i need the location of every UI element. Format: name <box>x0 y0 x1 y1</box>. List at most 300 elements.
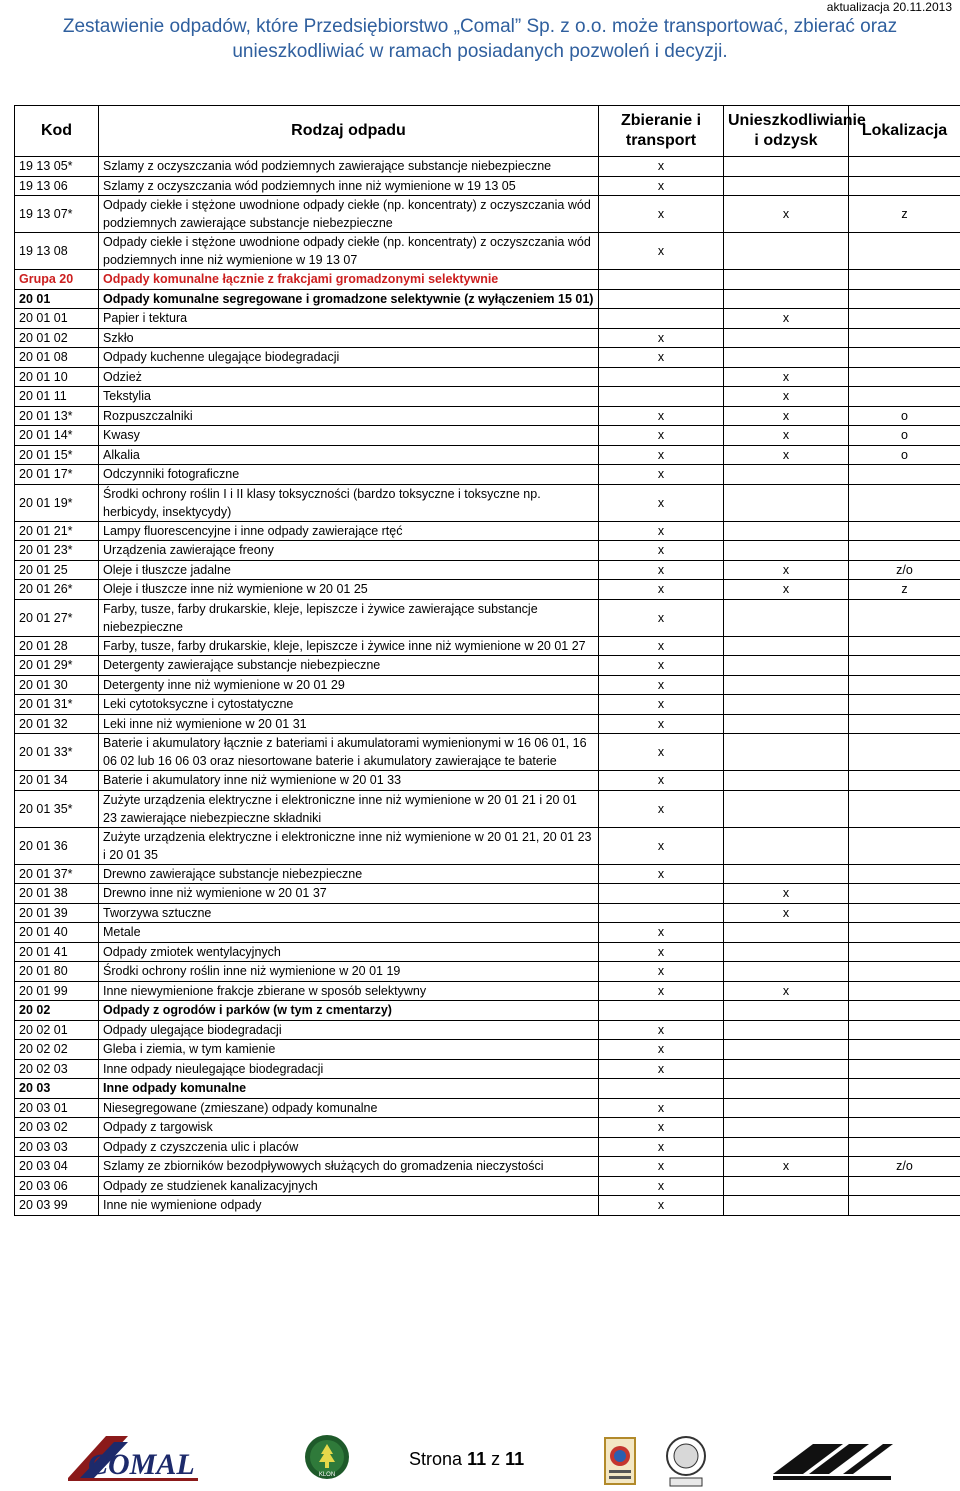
cell-lokalizacja <box>849 903 960 923</box>
cell-lokalizacja <box>849 1020 960 1040</box>
cell-rodzaj: Zużyte urządzenia elektryczne i elektroniczne inne niż wymienione w 20 01 21, 20 01 23 i 20 01 35 <box>99 827 599 864</box>
cell-kod: 20 01 29* <box>15 656 99 676</box>
cell-kod: 20 01 27* <box>15 599 99 636</box>
cell-kod: 20 01 26* <box>15 580 99 600</box>
cell-zbieranie <box>599 289 724 309</box>
table-row <box>15 1196 960 1216</box>
cell-zbieranie: x <box>599 864 724 884</box>
cell-unieszkodliwianie: x <box>724 560 849 580</box>
cell-rodzaj: Odpady ciekłe i stężone uwodnione odpady ciekłe (np. koncentraty) z oczyszczania wód podziemnych inne niż wymienione w 19 13 07 <box>99 233 599 270</box>
cell-rodzaj: Detergenty inne niż wymienione w 20 01 29 <box>99 675 599 695</box>
cell-lokalizacja <box>849 675 960 695</box>
cell-kod: 20 02 02 <box>15 1040 99 1060</box>
cell-lokalizacja <box>849 309 960 329</box>
cell-unieszkodliwianie <box>724 541 849 561</box>
cell-rodzaj: Odpady z czyszczenia ulic i placów <box>99 1137 599 1157</box>
cell-unieszkodliwianie <box>724 771 849 791</box>
cell-zbieranie: x <box>599 1157 724 1177</box>
cell-lokalizacja <box>849 827 960 864</box>
cell-rodzaj: Inne odpady nieulegające biodegradacji <box>99 1059 599 1079</box>
certificate-badge-1 <box>603 1436 637 1486</box>
cell-zbieranie <box>599 387 724 407</box>
certificate-badge-2 <box>664 1434 708 1488</box>
cell-unieszkodliwianie <box>724 289 849 309</box>
table-row <box>15 864 960 884</box>
cell-lokalizacja: z/o <box>849 1157 960 1177</box>
cell-unieszkodliwianie: x <box>724 406 849 426</box>
cell-lokalizacja <box>849 864 960 884</box>
cell-unieszkodliwianie <box>724 1059 849 1079</box>
table-row <box>15 695 960 715</box>
cell-zbieranie: x <box>599 521 724 541</box>
cell-rodzaj: Szlamy z oczyszczania wód podziemnych inne niż wymienione w 19 13 05 <box>99 176 599 196</box>
cell-unieszkodliwianie <box>724 734 849 771</box>
table-row <box>15 636 960 656</box>
cell-kod: 20 01 34 <box>15 771 99 791</box>
cell-unieszkodliwianie <box>724 484 849 521</box>
cell-zbieranie: x <box>599 484 724 521</box>
cell-kod: 20 01 21* <box>15 521 99 541</box>
cell-rodzaj: Detergenty zawierające substancje niebezpieczne <box>99 656 599 676</box>
cell-rodzaj: Urządzenia zawierające freony <box>99 541 599 561</box>
klon-logo <box>303 1432 351 1482</box>
cell-rodzaj: Odpady komunalne łącznie z frakcjami gromadzonymi selektywnie <box>99 270 599 290</box>
cell-zbieranie: x <box>599 1059 724 1079</box>
cell-rodzaj: Leki inne niż wymienione w 20 01 31 <box>99 714 599 734</box>
cell-kod: 19 13 05* <box>15 157 99 177</box>
cell-zbieranie <box>599 367 724 387</box>
cell-kod: 20 01 40 <box>15 923 99 943</box>
table-row <box>15 1176 960 1196</box>
cell-kod: 20 01 30 <box>15 675 99 695</box>
cell-zbieranie: x <box>599 580 724 600</box>
cell-kod: 20 03 99 <box>15 1196 99 1216</box>
cell-unieszkodliwianie: x <box>724 981 849 1001</box>
cell-kod: 20 01 36 <box>15 827 99 864</box>
cell-rodzaj: Niesegregowane (zmieszane) odpady komunalne <box>99 1098 599 1118</box>
table-row <box>15 348 960 368</box>
table-row <box>15 176 960 196</box>
cell-zbieranie: x <box>599 426 724 446</box>
cell-rodzaj: Alkalia <box>99 445 599 465</box>
cell-rodzaj: Baterie i akumulatory łącznie z bateriami i akumulatorami wymienionymi w 16 06 01, 16 06 02 lub 16 06 03 oraz niesortowane baterie i akumulatory zawierające te baterie <box>99 734 599 771</box>
cell-rodzaj: Środki ochrony roślin I i II klasy toksyczności (bardzo toksyczne i toksyczne np. herbicydy, insektycydy) <box>99 484 599 521</box>
cell-unieszkodliwianie <box>724 1020 849 1040</box>
cell-rodzaj: Odpady z ogrodów i parków (w tym z cmentarzy) <box>99 1001 599 1021</box>
cell-unieszkodliwianie <box>724 675 849 695</box>
cell-rodzaj: Farby, tusze, farby drukarskie, kleje, lepiszcze i żywice zawierające substancje niebezpieczne <box>99 599 599 636</box>
cell-lokalizacja <box>849 981 960 1001</box>
cell-kod: 20 01 80 <box>15 962 99 982</box>
cell-rodzaj: Szkło <box>99 328 599 348</box>
cell-kod: 20 01 35* <box>15 790 99 827</box>
cell-kod: 20 01 15* <box>15 445 99 465</box>
table-body <box>15 157 960 1216</box>
cell-zbieranie: x <box>599 1020 724 1040</box>
cell-unieszkodliwianie <box>724 1176 849 1196</box>
table-row <box>15 445 960 465</box>
cell-lokalizacja <box>849 790 960 827</box>
cell-rodzaj: Zużyte urządzenia elektryczne i elektroniczne inne niż wymienione w 20 01 21 i 20 01 23 zawierające niebezpieczne składniki <box>99 790 599 827</box>
cell-unieszkodliwianie <box>724 270 849 290</box>
table-row <box>15 541 960 561</box>
cell-unieszkodliwianie <box>724 1001 849 1021</box>
cell-kod: 20 01 10 <box>15 367 99 387</box>
cell-lokalizacja <box>849 521 960 541</box>
cell-zbieranie <box>599 309 724 329</box>
cell-unieszkodliwianie <box>724 599 849 636</box>
cell-kod: 20 01 32 <box>15 714 99 734</box>
cell-lokalizacja <box>849 1118 960 1138</box>
cell-rodzaj: Inne nie wymienione odpady <box>99 1196 599 1216</box>
cell-kod: 20 01 11 <box>15 387 99 407</box>
cell-zbieranie: x <box>599 445 724 465</box>
column-header-zbieranie: Zbieranie i transport <box>599 106 724 157</box>
cell-lokalizacja <box>849 1176 960 1196</box>
cell-kod: Grupa 20 <box>15 270 99 290</box>
klon-logo-text: KLON <box>318 1472 336 1478</box>
cell-zbieranie: x <box>599 1098 724 1118</box>
cell-unieszkodliwianie <box>724 348 849 368</box>
cell-zbieranie: x <box>599 541 724 561</box>
table-row <box>15 387 960 407</box>
cell-lokalizacja <box>849 289 960 309</box>
cell-zbieranie <box>599 884 724 904</box>
cell-rodzaj: Odpady ze studzienek kanalizacyjnych <box>99 1176 599 1196</box>
cell-kod: 20 01 23* <box>15 541 99 561</box>
cell-rodzaj: Środki ochrony roślin inne niż wymienione w 20 01 19 <box>99 962 599 982</box>
table-row <box>15 560 960 580</box>
cell-rodzaj: Odpady z targowisk <box>99 1118 599 1138</box>
table-row <box>15 289 960 309</box>
cell-rodzaj: Drewno zawierające substancje niebezpieczne <box>99 864 599 884</box>
cell-zbieranie: x <box>599 1176 724 1196</box>
table-row <box>15 1118 960 1138</box>
cell-rodzaj: Odpady komunalne segregowane i gromadzone selektywnie (z wyłączeniem 15 01) <box>99 289 599 309</box>
table-row <box>15 1098 960 1118</box>
table-row <box>15 521 960 541</box>
cell-lokalizacja <box>849 387 960 407</box>
cell-zbieranie: x <box>599 196 724 233</box>
cell-unieszkodliwianie <box>724 1137 849 1157</box>
cell-zbieranie: x <box>599 636 724 656</box>
table-row <box>15 675 960 695</box>
cell-kod: 20 03 06 <box>15 1176 99 1196</box>
cell-unieszkodliwianie <box>724 1040 849 1060</box>
column-header-lokalizacja: Lokalizacja <box>849 106 960 157</box>
cell-zbieranie: x <box>599 1040 724 1060</box>
table-row <box>15 771 960 791</box>
cell-zbieranie: x <box>599 560 724 580</box>
cell-zbieranie: x <box>599 465 724 485</box>
cell-rodzaj: Inne odpady komunalne <box>99 1079 599 1099</box>
page-prefix: Strona <box>409 1449 463 1469</box>
table-row <box>15 942 960 962</box>
cell-zbieranie: x <box>599 328 724 348</box>
cell-kod: 20 01 13* <box>15 406 99 426</box>
cell-rodzaj: Odpady zmiotek wentylacyjnych <box>99 942 599 962</box>
cell-rodzaj: Rozpuszczalniki <box>99 406 599 426</box>
table-row <box>15 367 960 387</box>
cell-kod: 20 01 25 <box>15 560 99 580</box>
table-row <box>15 465 960 485</box>
table-row <box>15 196 960 233</box>
table-row <box>15 157 960 177</box>
cell-lokalizacja <box>849 656 960 676</box>
column-header-unieszkodliwianie: Unieszkodliwianie i odzysk <box>724 106 849 157</box>
cell-zbieranie: x <box>599 790 724 827</box>
cell-unieszkodliwianie <box>724 521 849 541</box>
cell-lokalizacja <box>849 1098 960 1118</box>
cell-zbieranie: x <box>599 233 724 270</box>
comal-logo <box>68 1434 198 1482</box>
cell-kod: 20 02 <box>15 1001 99 1021</box>
page-footer <box>0 1420 960 1491</box>
cell-zbieranie: x <box>599 827 724 864</box>
table-row <box>15 580 960 600</box>
cell-rodzaj: Farby, tusze, farby drukarskie, kleje, lepiszcze i żywice inne niż wymienione w 20 01 27 <box>99 636 599 656</box>
cell-rodzaj: Papier i tektura <box>99 309 599 329</box>
cell-zbieranie: x <box>599 923 724 943</box>
cell-lokalizacja <box>849 962 960 982</box>
table-row <box>15 1157 960 1177</box>
column-header-kod: Kod <box>15 106 99 157</box>
cell-zbieranie: x <box>599 406 724 426</box>
cell-zbieranie: x <box>599 771 724 791</box>
table-row <box>15 734 960 771</box>
cell-unieszkodliwianie <box>724 827 849 864</box>
table-header-row <box>15 106 960 157</box>
cell-zbieranie: x <box>599 981 724 1001</box>
cell-lokalizacja <box>849 541 960 561</box>
cell-lokalizacja <box>849 367 960 387</box>
cell-zbieranie: x <box>599 734 724 771</box>
cell-unieszkodliwianie: x <box>724 387 849 407</box>
cell-unieszkodliwianie <box>724 962 849 982</box>
cell-rodzaj: Szlamy z oczyszczania wód podziemnych zawierające substancje niebezpieczne <box>99 157 599 177</box>
cell-unieszkodliwianie: x <box>724 367 849 387</box>
table-row <box>15 328 960 348</box>
partner-logo <box>773 1434 893 1484</box>
cell-lokalizacja <box>849 1040 960 1060</box>
table-row <box>15 1040 960 1060</box>
cell-kod: 20 03 <box>15 1079 99 1099</box>
cell-lokalizacja <box>849 1059 960 1079</box>
cell-zbieranie: x <box>599 942 724 962</box>
cell-lokalizacja <box>849 942 960 962</box>
cell-zbieranie: x <box>599 599 724 636</box>
cell-lokalizacja: z <box>849 196 960 233</box>
cell-lokalizacja: o <box>849 426 960 446</box>
cell-kod: 20 01 14* <box>15 426 99 446</box>
cell-unieszkodliwianie <box>724 790 849 827</box>
page-sep: z <box>491 1449 501 1469</box>
title-line-1: Zestawienie odpadów, które Przedsiębiorstwo „Comal” Sp. z o.o. może transportować, zbierać oraz <box>62 16 898 37</box>
cell-unieszkodliwianie: x <box>724 884 849 904</box>
cell-lokalizacja <box>849 771 960 791</box>
cell-unieszkodliwianie <box>724 714 849 734</box>
cell-kod: 19 13 07* <box>15 196 99 233</box>
cell-lokalizacja <box>849 923 960 943</box>
cell-lokalizacja <box>849 599 960 636</box>
table-row <box>15 309 960 329</box>
cell-unieszkodliwianie <box>724 157 849 177</box>
cell-lokalizacja <box>849 484 960 521</box>
cell-kod: 20 01 01 <box>15 309 99 329</box>
cell-lokalizacja <box>849 270 960 290</box>
comal-logo-text: COMAL <box>88 1448 195 1481</box>
cell-zbieranie: x <box>599 675 724 695</box>
cell-unieszkodliwianie <box>724 465 849 485</box>
cell-rodzaj: Metale <box>99 923 599 943</box>
cell-kod: 19 13 06 <box>15 176 99 196</box>
cell-zbieranie: x <box>599 1196 724 1216</box>
cell-kod: 20 02 03 <box>15 1059 99 1079</box>
title-line-2: unieszkodliwiać w ramach posiadanych pozwoleń i decyzji. <box>232 41 728 62</box>
cell-rodzaj: Tworzywa sztuczne <box>99 903 599 923</box>
table-row <box>15 270 960 290</box>
cell-unieszkodliwianie <box>724 923 849 943</box>
cell-zbieranie: x <box>599 157 724 177</box>
cell-kod: 20 01 39 <box>15 903 99 923</box>
table-row <box>15 233 960 270</box>
cell-unieszkodliwianie <box>724 233 849 270</box>
cell-rodzaj: Drewno inne niż wymienione w 20 01 37 <box>99 884 599 904</box>
cell-unieszkodliwianie <box>724 942 849 962</box>
table-row <box>15 884 960 904</box>
cell-unieszkodliwianie <box>724 1118 849 1138</box>
page-title <box>0 14 960 64</box>
cell-rodzaj: Odpady ciekłe i stężone uwodnione odpady ciekłe (np. koncentraty) z oczyszczania wód podziemnych zawierające substancje niebezpieczne <box>99 196 599 233</box>
table-row <box>15 656 960 676</box>
cell-kod: 20 01 <box>15 289 99 309</box>
cell-zbieranie <box>599 903 724 923</box>
cell-zbieranie: x <box>599 1137 724 1157</box>
cell-unieszkodliwianie <box>724 864 849 884</box>
cell-unieszkodliwianie: x <box>724 445 849 465</box>
cell-rodzaj: Odpady ulegające biodegradacji <box>99 1020 599 1040</box>
cell-rodzaj: Odzież <box>99 367 599 387</box>
cell-lokalizacja <box>849 884 960 904</box>
cell-lokalizacja <box>849 348 960 368</box>
table-row <box>15 903 960 923</box>
table-row <box>15 1059 960 1079</box>
cell-lokalizacja <box>849 328 960 348</box>
cell-rodzaj: Tekstylia <box>99 387 599 407</box>
cell-zbieranie: x <box>599 962 724 982</box>
cell-unieszkodliwianie <box>724 1196 849 1216</box>
cell-zbieranie: x <box>599 348 724 368</box>
cell-lokalizacja <box>849 176 960 196</box>
cell-lokalizacja <box>849 636 960 656</box>
cell-lokalizacja: o <box>849 406 960 426</box>
cell-zbieranie: x <box>599 656 724 676</box>
cell-rodzaj: Odczynniki fotograficzne <box>99 465 599 485</box>
cell-rodzaj: Gleba i ziemia, w tym kamienie <box>99 1040 599 1060</box>
table-row <box>15 923 960 943</box>
cell-kod: 20 01 41 <box>15 942 99 962</box>
cell-kod: 20 01 33* <box>15 734 99 771</box>
waste-table <box>14 105 960 1216</box>
cell-lokalizacja <box>849 1001 960 1021</box>
cell-lokalizacja <box>849 233 960 270</box>
page-current: 11 <box>467 1449 487 1469</box>
cell-unieszkodliwianie <box>724 636 849 656</box>
cell-unieszkodliwianie <box>724 328 849 348</box>
cell-lokalizacja: o <box>849 445 960 465</box>
cell-lokalizacja <box>849 1079 960 1099</box>
cell-rodzaj: Oleje i tłuszcze inne niż wymienione w 20 01 25 <box>99 580 599 600</box>
cell-zbieranie: x <box>599 714 724 734</box>
table-row <box>15 484 960 521</box>
cell-zbieranie <box>599 1001 724 1021</box>
cell-lokalizacja: z <box>849 580 960 600</box>
cell-kod: 20 01 31* <box>15 695 99 715</box>
cell-kod: 20 01 19* <box>15 484 99 521</box>
cell-rodzaj: Leki cytotoksyczne i cytostatyczne <box>99 695 599 715</box>
cell-kod: 20 01 02 <box>15 328 99 348</box>
cell-lokalizacja <box>849 465 960 485</box>
cell-unieszkodliwianie <box>724 656 849 676</box>
table-row <box>15 1020 960 1040</box>
table-row <box>15 1001 960 1021</box>
cell-lokalizacja <box>849 1137 960 1157</box>
update-date: aktualizacja 20.11.2013 <box>826 0 952 14</box>
cell-kod: 20 01 38 <box>15 884 99 904</box>
cell-zbieranie: x <box>599 695 724 715</box>
cell-kod: 20 01 37* <box>15 864 99 884</box>
cell-rodzaj: Inne niewymienione frakcje zbierane w sposób selektywny <box>99 981 599 1001</box>
cell-kod: 20 03 02 <box>15 1118 99 1138</box>
cell-unieszkodliwianie: x <box>724 196 849 233</box>
table-row <box>15 714 960 734</box>
table-row <box>15 1079 960 1099</box>
cell-zbieranie: x <box>599 176 724 196</box>
cell-rodzaj: Odpady kuchenne ulegające biodegradacji <box>99 348 599 368</box>
cell-zbieranie: x <box>599 1118 724 1138</box>
cell-kod: 20 02 01 <box>15 1020 99 1040</box>
page-total: 11 <box>505 1449 525 1469</box>
cell-unieszkodliwianie <box>724 1079 849 1099</box>
cell-kod: 20 01 17* <box>15 465 99 485</box>
cell-zbieranie <box>599 270 724 290</box>
page-indicator <box>409 1449 524 1470</box>
table-row <box>15 1137 960 1157</box>
table-row <box>15 827 960 864</box>
cell-kod: 20 01 28 <box>15 636 99 656</box>
table-row <box>15 790 960 827</box>
column-header-rodzaj: Rodzaj odpadu <box>99 106 599 157</box>
cell-unieszkodliwianie: x <box>724 580 849 600</box>
table-row <box>15 426 960 446</box>
cell-kod: 20 03 03 <box>15 1137 99 1157</box>
cell-unieszkodliwianie <box>724 695 849 715</box>
cell-kod: 20 01 99 <box>15 981 99 1001</box>
cell-unieszkodliwianie: x <box>724 1157 849 1177</box>
cell-rodzaj: Szlamy ze zbiorników bezodpływowych służących do gromadzenia nieczystości <box>99 1157 599 1177</box>
table-row <box>15 599 960 636</box>
cell-lokalizacja <box>849 714 960 734</box>
cell-rodzaj: Baterie i akumulatory inne niż wymienione w 20 01 33 <box>99 771 599 791</box>
cell-lokalizacja <box>849 734 960 771</box>
cell-kod: 19 13 08 <box>15 233 99 270</box>
cell-rodzaj: Lampy fluorescencyjne i inne odpady zawierające rtęć <box>99 521 599 541</box>
table-row <box>15 981 960 1001</box>
cell-unieszkodliwianie: x <box>724 903 849 923</box>
cell-unieszkodliwianie <box>724 1098 849 1118</box>
cell-unieszkodliwianie <box>724 176 849 196</box>
cell-zbieranie <box>599 1079 724 1099</box>
